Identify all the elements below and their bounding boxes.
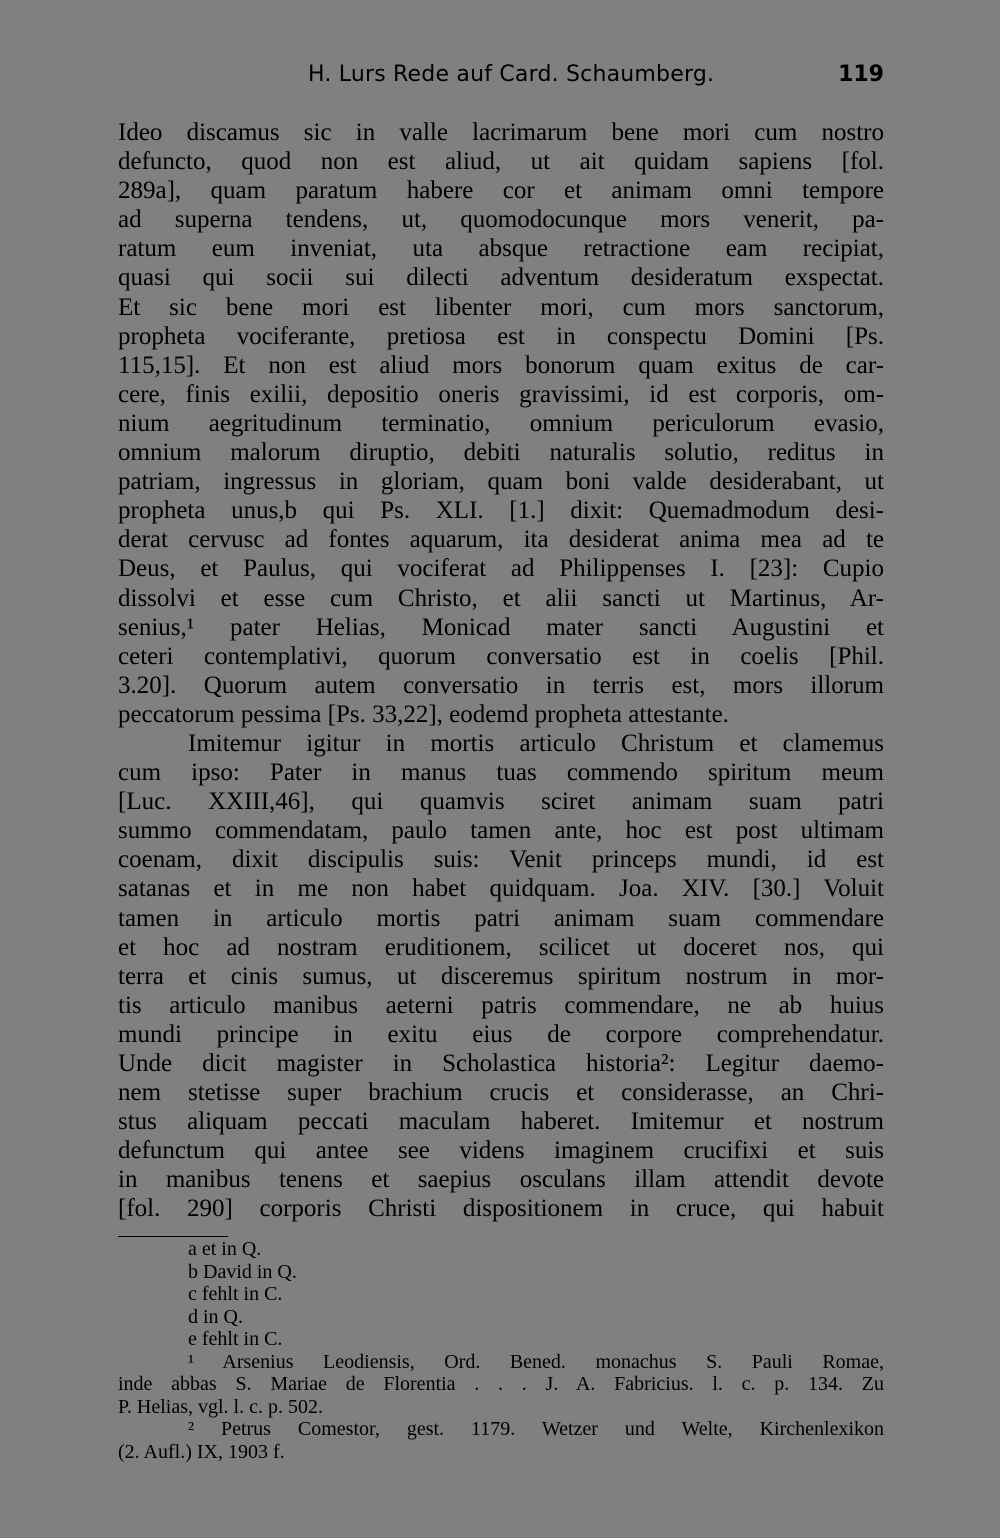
text-line: peccatorum pessima [Ps. 33,22], eodemd propheta attestante.	[118, 700, 729, 728]
text-line: omnium malorum diruptio, debiti naturalis solutio, reditus in	[118, 439, 884, 467]
text-line: et hoc ad nostram eruditionem, scilicet ut doceret nos, qui	[118, 933, 884, 961]
footnotes	[118, 1238, 884, 1463]
text-line: mundi principe in exitu eius de corpore comprehendatur.	[118, 1020, 884, 1048]
text-line: Deus, et Paulus, qui vociferat ad Philippenses I. [23]: Cupio	[118, 555, 884, 583]
text-line: nem stetisse super brachium crucis et considerasse, an Chri-	[118, 1079, 884, 1107]
text-line: cere, finis exilii, depositio oneris gravissimi, id est corporis, om-	[118, 380, 884, 408]
text-line: 115,15]. Et non est aliud mors bonorum quam exitus de car-	[118, 351, 884, 379]
footnote-letter: b David in Q.	[188, 1260, 297, 1283]
text-line: ratum eum inveniat, uta absque retractione eam recipiat,	[118, 235, 884, 263]
text-line: ceteri contemplativi, quorum conversatio est in coelis [Phil.	[118, 642, 884, 670]
footnote-letter: d in Q.	[188, 1305, 243, 1328]
footnote-numbered: inde abbas S. Mariae de Florentia . . . J. A. Fabricius. l. c. p. 134. Zu	[118, 1373, 884, 1395]
text-line: 289a], quam paratum habere cor et animam omni tempore	[118, 177, 884, 205]
footnote-letter: e fehlt in C.	[188, 1328, 283, 1350]
text-line: Unde dicit magister in Scholastica historia²: Legitur daemo-	[118, 1050, 884, 1077]
footnote-letter: a et in Q.	[188, 1238, 262, 1260]
text-line: stus aliquam peccati maculam haberet. Imitemur et nostrum	[118, 1108, 884, 1136]
footnote-letter: c fehlt in C.	[188, 1283, 283, 1305]
text-line: [fol. 290] corporis Christi dispositionem in cruce, qui habuit	[118, 1195, 884, 1223]
text-line: dissolvi et esse cum Christo, et alii sancti ut Martinus, Ar-	[118, 584, 884, 612]
footnote-numbered: P. Helias, vgl. l. c. p. 502.	[118, 1395, 323, 1418]
text-line: derat cervusc ad fontes aquarum, ita desiderat anima mea ad te	[118, 526, 884, 554]
text-line: quasi qui socii sui dilecti adventum desideratum exspectat.	[118, 264, 884, 292]
text-line: patriam, ingressus in gloriam, quam boni valde desiderabant, ut	[118, 468, 884, 496]
body-text	[118, 118, 884, 1224]
text-line: tamen in articulo mortis patri animam suam commendare	[118, 904, 884, 932]
text-line: cum ipso: Pater in manus tuas commendo spiritum meum	[118, 759, 884, 787]
page-header	[118, 62, 884, 92]
text-line: [Luc. XXIII,46], qui quamvis sciret animam suam patri	[118, 788, 884, 816]
text-line: Imitemur igitur in mortis articulo Christum et clamemus	[188, 729, 884, 757]
text-line: nium aegritudinum terminatio, omnium periculorum evasio,	[118, 409, 884, 437]
text-line: Et sic bene mori est libenter mori, cum mors sanctorum,	[118, 293, 884, 321]
footnote-numbered: ² Petrus Comestor, gest. 1179. Wetzer und Welte, Kirchenlexikon	[188, 1418, 884, 1440]
running-head: H. Lurs Rede auf Card. Schaumberg.	[308, 62, 715, 87]
text-line: defuncto, quod non est aliud, ut ait quidam sapiens [fol.	[118, 148, 884, 176]
text-line: coenam, dixit discipulis suis: Venit princeps mundi, id est	[118, 846, 884, 874]
text-line: ad superna tendens, ut, quomodocunque mors venerit, pa-	[118, 206, 884, 234]
footnote-numbered: (2. Aufl.) IX, 1903 f.	[118, 1440, 285, 1463]
text-line: tis articulo manibus aeterni patris commendare, ne ab huius	[118, 991, 884, 1019]
text-line: satanas et in me non habet quidquam. Joa. XIV. [30.] Voluit	[118, 875, 884, 903]
text-line: senius,¹ pater Helias, Monicad mater sancti Augustini et	[118, 613, 884, 641]
text-line: Ideo discamus sic in valle lacrimarum bene mori cum nostro	[118, 119, 884, 146]
text-line: summo commendatam, paulo tamen ante, hoc est post ultimam	[118, 817, 884, 845]
text-line: propheta unus,b qui Ps. XLI. [1.] dixit: Quemadmodum desi-	[118, 497, 884, 525]
text-line: in manibus tenens et saepius osculans illam attendit devote	[118, 1166, 884, 1194]
text-line: propheta vociferante, pretiosa est in conspectu Domini [Ps.	[118, 322, 884, 350]
text-line: 3.20]. Quorum autem conversatio in terris est, mors illorum	[118, 671, 884, 699]
text-line: defunctum qui antee see videns imaginem crucifixi et suis	[118, 1137, 884, 1165]
footnote-divider	[118, 1236, 228, 1237]
page-number: 119	[838, 62, 884, 87]
footnote-numbered: ¹ Arsenius Leodiensis, Ord. Bened. monachus S. Pauli Romae,	[188, 1350, 884, 1373]
text-line: terra et cinis sumus, ut disceremus spiritum nostrum in mor-	[118, 962, 884, 990]
